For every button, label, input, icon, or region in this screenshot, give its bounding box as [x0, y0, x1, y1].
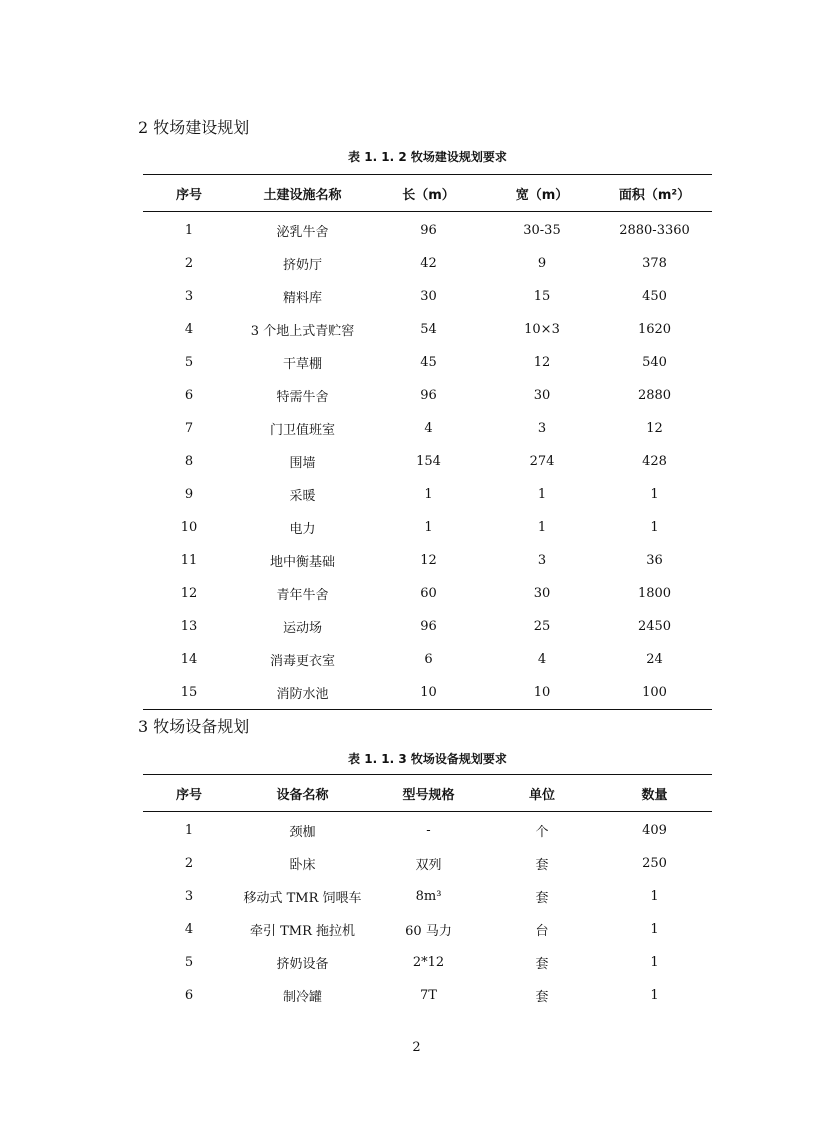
table-cell: 5	[184, 955, 194, 970]
table-cell: 2*12	[412, 955, 445, 970]
table-cell: 1620	[637, 322, 672, 337]
table-cell: 11	[180, 553, 198, 568]
table-cell: 100	[642, 685, 667, 700]
table-cell: 泌乳牛舍	[276, 225, 329, 240]
table-cell: 4	[184, 922, 194, 937]
table-cell: 154	[416, 454, 441, 469]
table-cell: 地中衡基础	[269, 555, 335, 570]
table-cell: 450	[642, 289, 667, 304]
table-cell: 移动式 TMR 饲喂车	[243, 891, 362, 906]
table-cell: 15	[180, 685, 198, 700]
table-cell: 3	[537, 553, 547, 568]
column-header: 序号	[175, 187, 202, 203]
table-cell: 套	[535, 858, 549, 873]
table-cell: 电力	[289, 522, 316, 537]
table-cell: 10×3	[524, 322, 560, 337]
column-header: 长（m）	[402, 187, 455, 203]
table-cell: 青年牛舍	[276, 588, 329, 603]
table-cell: 10	[420, 685, 437, 700]
table-cell: 6	[424, 652, 433, 667]
table-cell: 3	[184, 889, 194, 904]
section-title-farm-construction: 2 牧场建设规划	[138, 118, 250, 137]
table-cell: 540	[642, 355, 667, 370]
table-cell: -	[426, 823, 431, 838]
table-header-row	[143, 175, 712, 212]
table-row	[143, 880, 712, 913]
table-cell: 颈枷	[289, 825, 316, 840]
table-row	[143, 412, 712, 445]
table-cell: 12	[533, 355, 551, 370]
table-cell: 挤奶厅	[282, 258, 322, 273]
table-cell: 3	[537, 421, 547, 436]
table-cell: 45	[420, 355, 437, 370]
table-cell: 牵引 TMR 拖拉机	[249, 924, 356, 939]
table-cell: 2	[184, 256, 194, 271]
table-caption-construction: 表 1. 1. 2 牧场建设规划要求	[348, 150, 507, 164]
table-cell: 1800	[637, 586, 672, 601]
table-cell: 409	[642, 823, 667, 838]
table-cell: 8	[184, 454, 194, 469]
table-cell: 2450	[637, 619, 672, 634]
table-cell: 10	[180, 520, 198, 535]
table-cell: 30	[533, 586, 551, 601]
table-cell: 1	[424, 487, 433, 502]
table-cell: 12	[646, 421, 663, 436]
table-cell: 13	[180, 619, 198, 634]
table-cell: 个	[535, 825, 549, 840]
table-cell: 1	[650, 955, 659, 970]
table-cell: 2	[184, 856, 194, 871]
column-header: 宽（m）	[515, 187, 569, 203]
table-cell: 制冷罐	[282, 990, 322, 1005]
table-cell: 9	[537, 256, 547, 271]
table-cell: 96	[420, 619, 437, 634]
table-cell: 54	[420, 322, 437, 337]
column-header: 型号规格	[402, 787, 455, 803]
table-cell: 4	[184, 322, 194, 337]
table-cell: 1	[650, 889, 659, 904]
table-cell: 消毒更衣室	[269, 654, 335, 669]
table-cell: 4	[537, 652, 547, 667]
column-header: 面积（m²）	[618, 187, 691, 203]
table-row	[143, 445, 712, 478]
table-cell: 10	[533, 685, 551, 700]
table-cell: 4	[424, 421, 433, 436]
table-cell: 14	[180, 652, 198, 667]
table-row	[143, 247, 712, 280]
table-row	[143, 478, 712, 511]
table-cell: 6	[184, 988, 194, 1003]
table-row	[143, 913, 712, 946]
section-title-farm-equipment: 3 牧场设备规划	[138, 717, 250, 736]
table-cell: 套	[535, 990, 549, 1005]
table-cell: 250	[642, 856, 667, 871]
table-row	[143, 812, 712, 848]
table-cell: 干草棚	[282, 357, 322, 372]
table-cell: 2880-3360	[619, 223, 690, 238]
table-cell: 1	[650, 988, 659, 1003]
column-header: 设备名称	[276, 787, 329, 803]
table-row	[143, 379, 712, 412]
table-row	[143, 577, 712, 610]
table-cell: 1	[537, 520, 547, 535]
table-row	[143, 979, 712, 1012]
page-number: 2	[412, 1040, 421, 1055]
table-cell: 12	[420, 553, 437, 568]
table-cell: 96	[420, 388, 437, 403]
table-cell: 30-35	[523, 223, 561, 238]
table-cell: 卧床	[289, 858, 316, 873]
table-cell: 精料库	[282, 291, 322, 306]
column-header: 序号	[175, 787, 202, 803]
construction-plan-table	[143, 174, 712, 710]
table-caption-equipment: 表 1. 1. 3 牧场设备规划要求	[348, 752, 507, 766]
table-cell: 套	[535, 891, 549, 906]
table-cell: 挤奶设备	[276, 957, 329, 972]
table-cell: 1	[184, 223, 194, 238]
table-cell: 门卫值班室	[269, 423, 335, 438]
column-header: 土建设施名称	[263, 187, 342, 203]
table-row	[143, 847, 712, 880]
table-cell: 3 个地上式青贮窖	[250, 324, 355, 339]
table-cell: 运动场	[282, 621, 322, 636]
table-cell: 36	[646, 553, 663, 568]
table-cell: 特需牛舍	[276, 390, 329, 405]
table-row	[143, 280, 712, 313]
table-cell: 9	[184, 487, 194, 502]
table-cell: 30	[420, 289, 437, 304]
table-cell: 套	[535, 957, 549, 972]
table-cell: 1	[650, 487, 659, 502]
equipment-plan-table	[143, 774, 712, 1012]
table-cell: 42	[420, 256, 437, 271]
table-row	[143, 643, 712, 676]
column-header: 数量	[641, 787, 668, 803]
table-row	[143, 946, 712, 979]
table-cell: 24	[646, 652, 663, 667]
table-cell: 15	[533, 289, 551, 304]
table-cell: 1	[537, 487, 547, 502]
table-cell: 12	[180, 586, 198, 601]
table-cell: 1	[424, 520, 433, 535]
table-cell: 消防水池	[276, 687, 329, 702]
table-row	[143, 544, 712, 577]
table-cell: 30	[533, 388, 551, 403]
table-cell: 2880	[637, 388, 672, 403]
table-row	[143, 610, 712, 643]
table-cell: 428	[642, 454, 667, 469]
table-cell: 96	[420, 223, 437, 238]
table-cell: 378	[642, 256, 667, 271]
table-row	[143, 212, 712, 248]
table-cell: 8m³	[415, 889, 442, 904]
table-header-row	[143, 775, 712, 812]
table-row	[143, 676, 712, 710]
column-header: 单位	[528, 787, 555, 803]
table-row	[143, 313, 712, 346]
table-cell: 1	[650, 922, 659, 937]
table-row	[143, 346, 712, 379]
table-cell: 5	[184, 355, 194, 370]
table-cell: 6	[184, 388, 194, 403]
table-cell: 25	[533, 619, 551, 634]
table-cell: 7T	[420, 988, 437, 1003]
table-cell: 台	[535, 924, 549, 939]
table-cell: 3	[184, 289, 194, 304]
table-cell: 60 马力	[405, 924, 452, 939]
table-cell: 7	[184, 421, 194, 436]
table-cell: 1	[184, 823, 194, 838]
table-cell: 围墙	[289, 456, 316, 471]
table-row	[143, 511, 712, 544]
table-cell: 1	[650, 520, 659, 535]
table-cell: 双列	[415, 858, 442, 873]
table-cell: 采暖	[289, 489, 316, 504]
table-cell: 274	[529, 454, 555, 469]
table-cell: 60	[420, 586, 437, 601]
